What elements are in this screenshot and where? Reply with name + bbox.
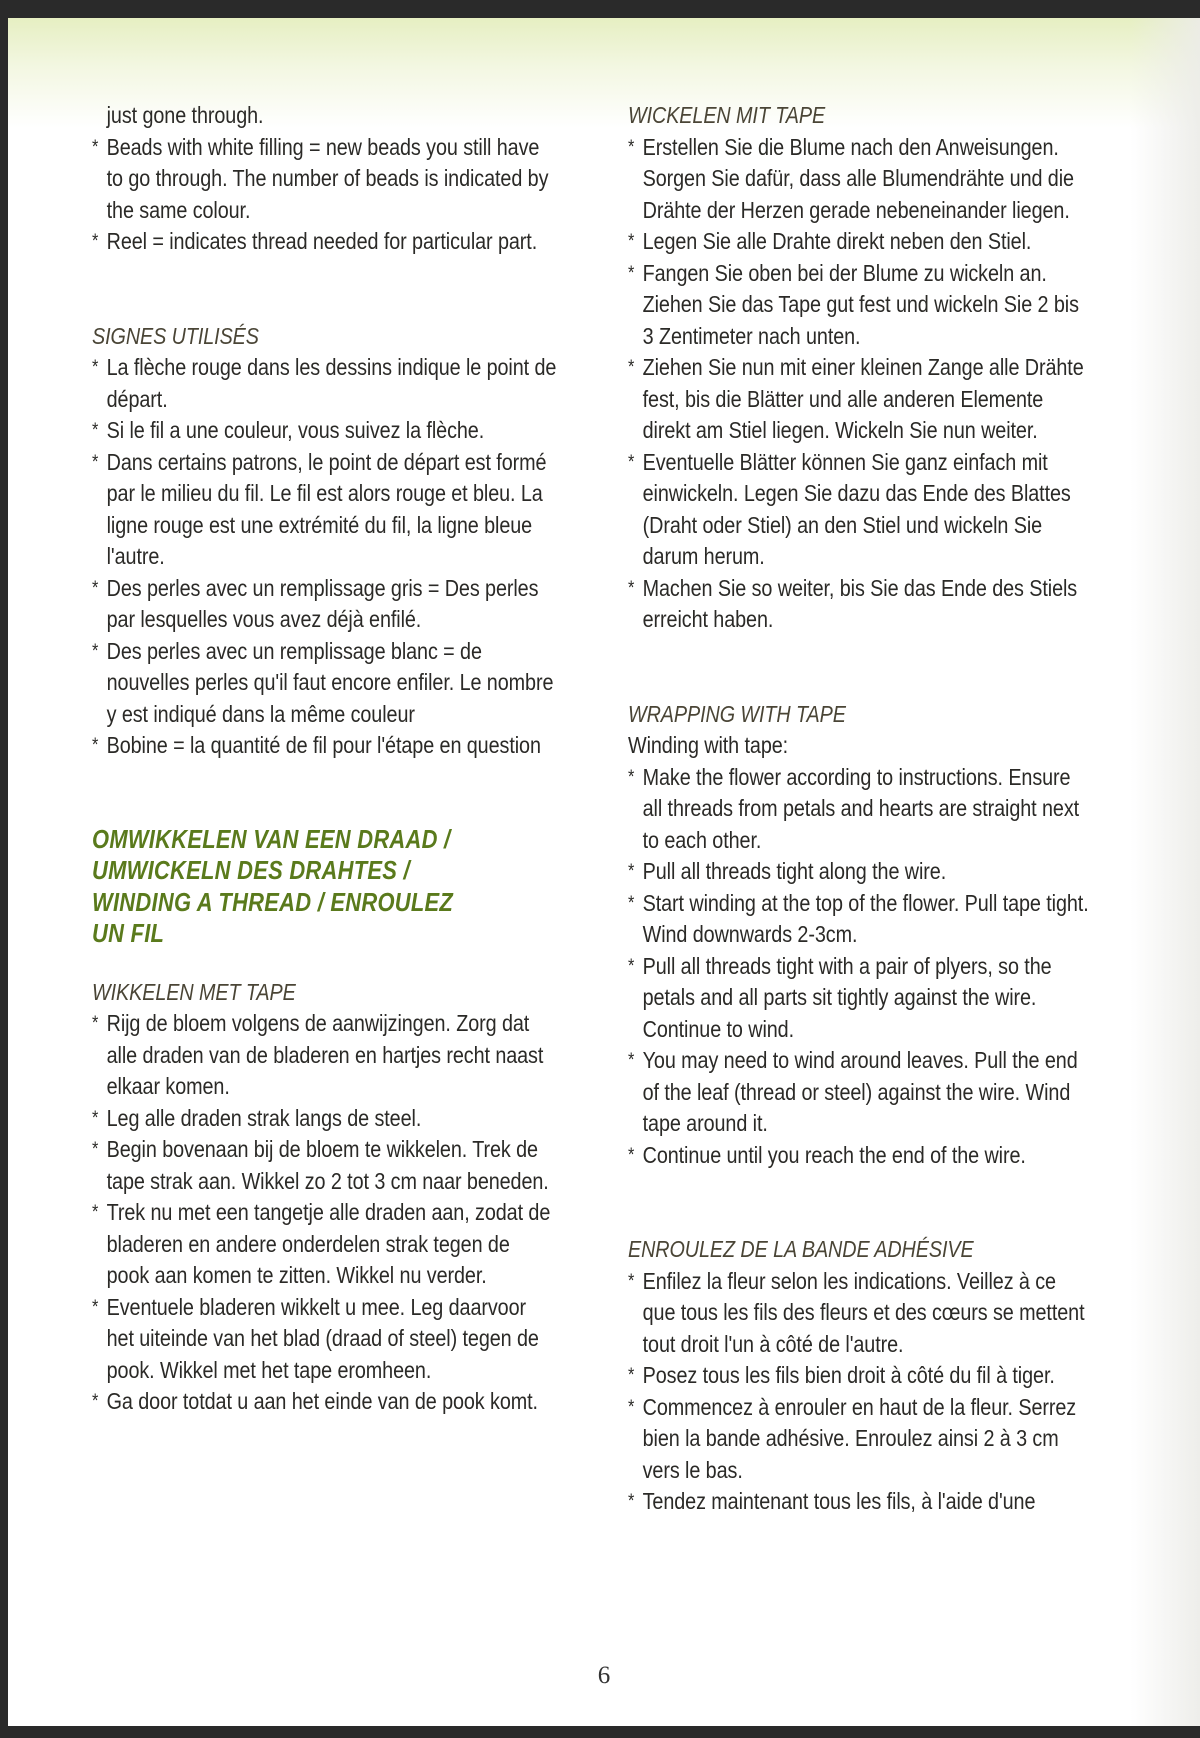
list-item: * Rijg de bloem volgens de aanwijzingen. Zorg dat alle draden van de bladeren en hartjes recht naast elkaar komen. <box>92 1008 556 1103</box>
list-item: * Pull all threads tight along the wire. <box>628 856 1092 888</box>
list-item: * La flèche rouge dans les dessins indique le point de départ. <box>92 352 556 415</box>
list-item: * Pull all threads tight with a pair of plyers, so the petals and all parts sit tightly against the wire. Continue to wind. <box>628 951 1092 1046</box>
wrapping-intro: Winding with tape: <box>628 732 789 758</box>
main-heading-line: UN FIL <box>92 920 165 948</box>
list-item: * Dans certains patrons, le point de départ est formé par le milieu du fil. Le fil est alors rouge et bleu. La ligne rouge est une extrémité du fil, la ligne bleue l'autre. <box>92 447 556 573</box>
section-title-wrapping: WRAPPING WITH TAPE <box>628 700 846 727</box>
list-item: * Posez tous les fils bien droit à côté du fil à tiger. <box>628 1360 1092 1392</box>
list-item: * Eventuele bladeren wikkelt u mee. Leg daarvoor het uiteinde van het blad (draad of steel) tegen de pook. Wikkel met het tape eromheen. <box>92 1292 556 1387</box>
manual-page <box>8 18 1200 1726</box>
list-item: * Commencez à enrouler en haut de la fleur. Serrez bien la bande adhésive. Enroulez ainsi 2 à 3 cm vers le bas. <box>628 1392 1092 1487</box>
main-heading-line: UMWICKELN DES DRAHTES / <box>92 857 410 885</box>
list-item: * Start winding at the top of the flower. Pull tape tight. Wind downwards 2-3cm. <box>628 888 1092 951</box>
list-item: * Make the flower according to instructions. Ensure all threads from petals and hearts are straight next to each other. <box>628 762 1092 857</box>
page-edge-shade <box>1130 18 1200 1726</box>
left-column <box>92 100 556 1418</box>
list-item: * Si le fil a une couleur, vous suivez la flèche. <box>92 415 556 447</box>
list-item: * Fangen Sie oben bei der Blume zu wickeln an. Ziehen Sie das Tape gut fest und wickeln Sie 2 bis 3 Zentimeter nach unten. <box>628 258 1092 353</box>
list-item: * Leg alle draden strak langs de steel. <box>92 1103 556 1135</box>
list-item: * You may need to wind around leaves. Pull the end of the leaf (thread or steel) against the wire. Wind tape around it. <box>628 1045 1092 1140</box>
list-item: * Ga door totdat u aan het einde van de pook komt. <box>92 1386 556 1418</box>
list-item: * Ziehen Sie nun mit einer kleinen Zange alle Drähte fest, bis die Blätter und alle anderen Elemente direkt am Stiel liegen. Wickeln Sie nun weiter. <box>628 352 1092 447</box>
main-heading-line: OMWIKKELEN VAN EEN DRAAD / <box>92 825 451 854</box>
section-title-wikkelen: WIKKELEN MET TAPE <box>92 978 296 1005</box>
list-item: * Tendez maintenant tous les fils, à l'aide d'une <box>628 1486 1092 1518</box>
list-item: * Machen Sie so weiter, bis Sie das Ende des Stiels erreicht haben. <box>628 573 1092 636</box>
list-item: * Eventuelle Blätter können Sie ganz einfach mit einwickeln. Legen Sie dazu das Ende des Blattes (Draht oder Stiel) an den Stiel und wickeln Sie darum herum. <box>628 447 1092 573</box>
main-heading <box>92 825 556 951</box>
main-heading-line: WINDING A THREAD / ENROULEZ <box>92 888 454 917</box>
page-number: 6 <box>597 1662 611 1689</box>
list-item: * Begin bovenaan bij de bloem te wikkelen. Trek de tape strak aan. Wikkel zo 2 tot 3 cm naar beneden. <box>92 1134 556 1197</box>
list-item: * Trek nu met een tangetje alle draden aan, zodat de bladeren en andere onderdelen strak tegen de pook aan komen te zitten. Wikkel nu verder. <box>92 1197 556 1292</box>
list-item: * Erstellen Sie die Blume nach den Anweisungen. Sorgen Sie dafür, dass alle Blumendrähte und die Drähte der Herzen gerade nebeneinander liegen. <box>628 132 1092 227</box>
list-item: * Reel = indicates thread needed for particular part. <box>92 226 556 258</box>
intro-continuation: just gone through. <box>106 102 264 128</box>
section-title-signes: SIGNES UTILISÉS <box>92 322 259 349</box>
list-item: * Des perles avec un remplissage gris = Des perles par lesquelles vous avez déjà enfilé. <box>92 573 556 636</box>
list-item: * Bobine = la quantité de fil pour l'étape en question <box>92 730 556 762</box>
section-title-wickeln: WICKELEN MIT TAPE <box>628 102 826 128</box>
list-item: * Des perles avec un remplissage blanc = de nouvelles perles qu'il faut encore enfiler. Le nombre y est indiqué dans la même couleur <box>92 636 556 731</box>
list-item: * Continue until you reach the end of the wire. <box>628 1140 1092 1172</box>
section-title-enroulez: ENROULEZ DE LA BANDE ADHÉSIVE <box>628 1236 974 1262</box>
list-item: * Beads with white filling = new beads you still have to go through. The number of beads is indicated by the same colour. <box>92 132 556 227</box>
list-item: * Legen Sie alle Drahte direkt neben den Stiel. <box>628 226 1092 258</box>
list-item: * Enfilez la fleur selon les indications. Veillez à ce que tous les fils des fleurs et des cœurs se mettent tout droit l'un à côté de l'autre. <box>628 1266 1092 1361</box>
right-column <box>628 100 1092 1518</box>
